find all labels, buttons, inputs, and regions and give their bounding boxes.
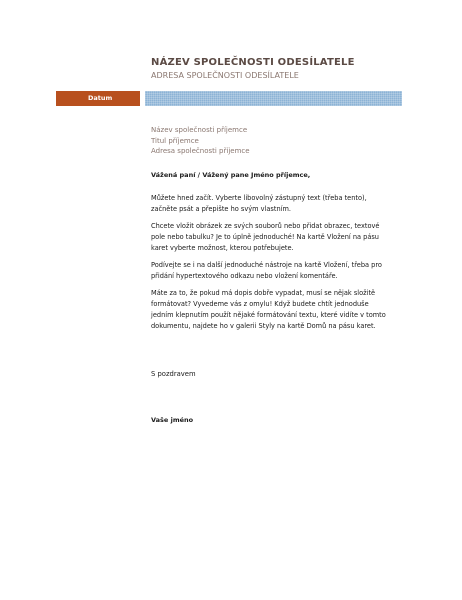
recipient-company: Název společnosti příjemce (151, 126, 248, 134)
body-line: Chcete vložit obrázek ze svých souborů nebo přidat obrazec, textové (151, 222, 380, 230)
sender-company-name: NÁZEV SPOLEČNOSTI ODESÍLATELE (151, 57, 355, 68)
recipient-title: Titul příjemce (151, 137, 199, 145)
recipient-address: Adresa společnosti příjemce (151, 147, 250, 155)
body-line: Můžete hned začít. Vyberte libovolný zástupný text (třeba tento), (151, 194, 367, 202)
body-line: formátovat? Vyvedeme vás z omylu! Když budete chtít jednoduše (151, 300, 369, 308)
body-line: Podívejte se i na další jednoduché nástroje na kartě Vložení, třeba pro (151, 261, 382, 269)
body-line: karet vyberte možnost, kterou potřebujete. (151, 244, 294, 252)
body-line: jedním klepnutím použít nějaké formátování textu, které vidíte v tomto (151, 311, 386, 319)
body-line: pole nebo tabulku? Je to úplně jednoduché! Na kartě Vložení na pásu (151, 233, 379, 241)
body-line: dokumentu, najdete ho v galerii Styly na kartě Domů na pásu karet. (151, 322, 376, 330)
closing: S pozdravem (151, 370, 196, 378)
sender-company-address: ADRESA SPOLEČNOSTI ODESÍLATELE (151, 71, 299, 80)
body-line: Máte za to, že pokud má dopis dobře vypadat, musí se nějak složitě (151, 289, 376, 297)
signature-name: Vaše jméno (151, 416, 194, 424)
greeting: Vážená paní / Vážený pane Jméno příjemce, (151, 171, 311, 179)
date-label: Datum (88, 94, 113, 102)
body-line: přidání hypertextového odkazu nebo vložení komentáře. (151, 272, 338, 280)
decorative-blue-band (145, 91, 402, 106)
body-line: začněte psát a přepište ho svým vlastním. (151, 205, 291, 213)
